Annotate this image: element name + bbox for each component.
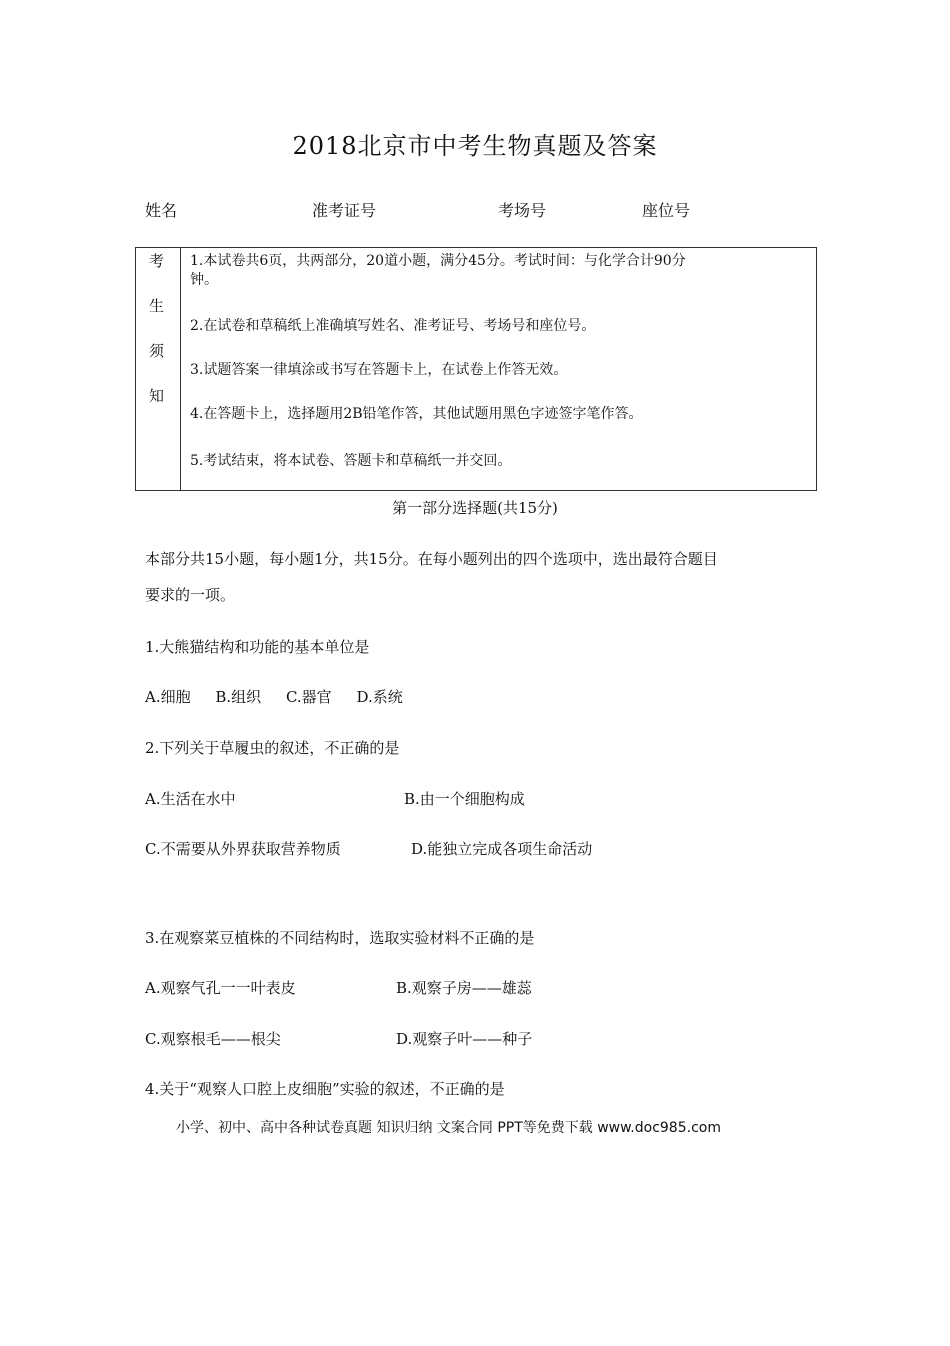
option: B.由一个细胞构成 (404, 790, 525, 808)
notice-heading (136, 248, 181, 490)
notice-rule: 1.本试卷共6页，共两部分，20道小题，满分45分。考试时间：与化学合计90分 (190, 253, 686, 269)
notice-rule: 钟。 (190, 272, 218, 288)
notice-rule: 3.试题答案一律填涂或书写在答题卡上，在试卷上作答无效。 (190, 362, 568, 378)
instructions-line: 本部分共15小题，每小题1分，共15分。在每小题列出的四个选项中，选出最符合题目 (145, 550, 718, 568)
section-title: 第一部分选择题(共15分) (392, 499, 558, 517)
notice-rule: 4.在答题卡上，选择题用2B铅笔作答，其他试题用黑色字迹签字笔作答。 (190, 406, 643, 422)
instructions-line: 要求的一项。 (145, 586, 236, 604)
notice-heading-char: 生 (149, 297, 165, 315)
notice-heading-char: 须 (149, 342, 165, 360)
option: A.观察气孔一一叶表皮 (145, 979, 296, 997)
option: A.细胞 (145, 688, 191, 706)
field-exam-id: 准考证号 (312, 201, 377, 220)
field-seat: 座位号 (642, 201, 691, 220)
option: D.能独立完成各项生命活动 (411, 840, 593, 858)
question-stem: 2.下列关于草履虫的叙述，不正确的是 (145, 739, 400, 757)
page-title: 2018北京市中考生物真题及答案 (292, 132, 658, 160)
option: D.系统 (356, 688, 403, 706)
option: C.不需要从外界获取营养物质 (145, 840, 341, 858)
option: B.观察子房——雄蕊 (396, 979, 532, 997)
question-stem: 3.在观察菜豆植株的不同结构时，选取实验材料不正确的是 (145, 929, 535, 947)
footer-banner: 小学、初中、高中各种试卷真题 知识归纳 文案合同 PPT等免费下载 www.doc985.com (176, 1120, 721, 1136)
option: A.生活在水中 (145, 790, 236, 808)
notice-rule: 5.考试结束，将本试卷、答题卡和草稿纸一并交回。 (190, 453, 512, 469)
notice-rule: 2.在试卷和草稿纸上准确填写姓名、准考证号、考场号和座位号。 (190, 318, 596, 334)
option: D.观察子叶——种子 (396, 1030, 533, 1048)
option: C.观察根毛——根尖 (145, 1030, 281, 1048)
field-room: 考场号 (498, 201, 547, 220)
question-stem: 1.大熊猫结构和功能的基本单位是 (145, 638, 370, 656)
field-name: 姓名 (145, 201, 178, 220)
notice-heading-char: 考 (149, 252, 165, 270)
option: B.组织 (215, 688, 262, 706)
notice-box (135, 247, 817, 491)
question-stem: 4.关于“观察人口腔上皮细胞”实验的叙述，不正确的是 (145, 1080, 505, 1098)
question-options-row (145, 686, 403, 707)
option: C.器官 (285, 688, 332, 706)
notice-heading-char: 知 (149, 387, 165, 405)
